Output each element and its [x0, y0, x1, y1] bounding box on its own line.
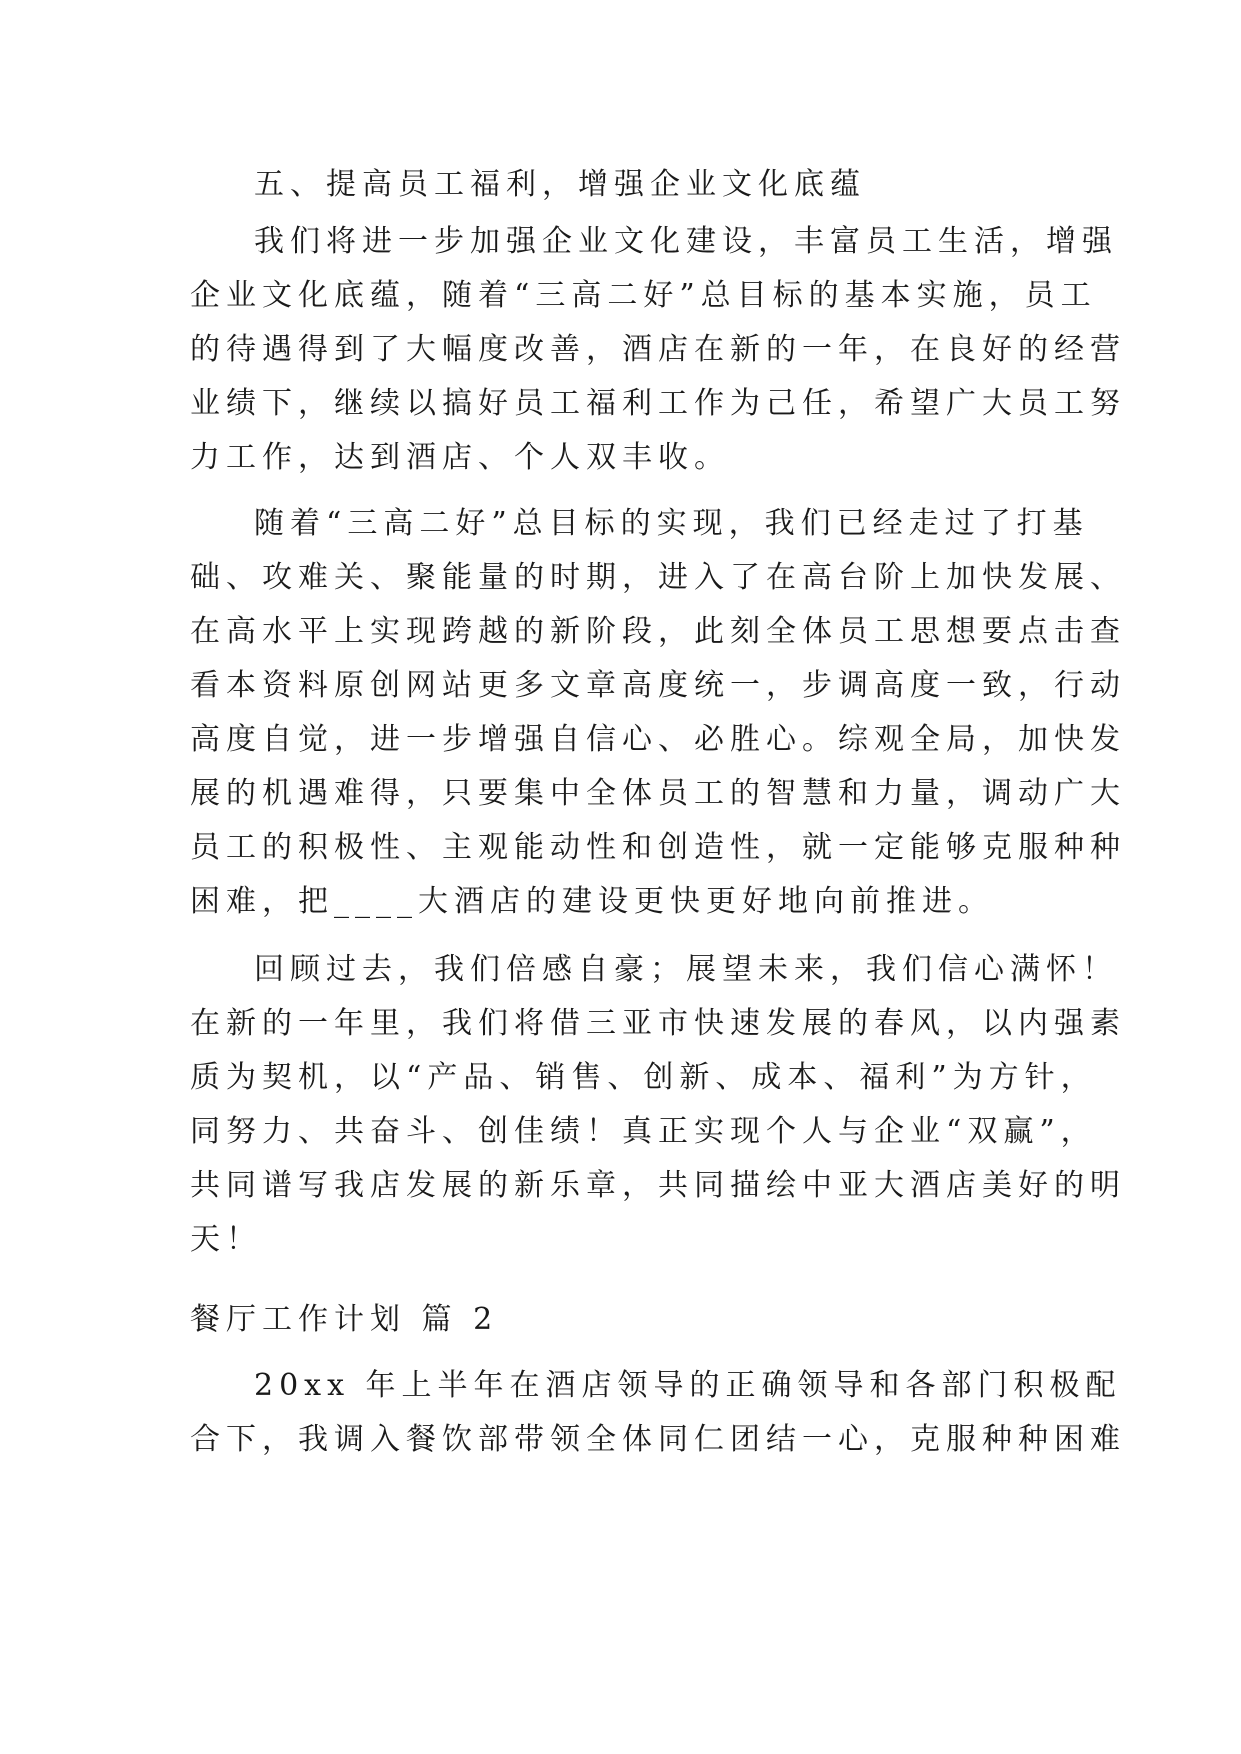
paragraph-line: 力工作，达到酒店、个人双丰收。	[190, 440, 730, 475]
paragraph-line: 的待遇得到了大幅度改善，酒店在新的一年，在良好的经营	[190, 332, 1126, 367]
paragraph-line: 同努力、共奋斗、创佳绩！真正实现个人与企业“双赢”，	[190, 1114, 1097, 1149]
paragraph-line: 质为契机，以“产品、销售、创新、成本、福利”为方针，	[190, 1060, 1097, 1095]
paragraph-line: 员工的积极性、主观能动性和创造性，就一定能够克服种种	[190, 830, 1126, 865]
paragraph-line: 础、攻难关、聚能量的时期，进入了在高台阶上加快发展、	[190, 560, 1126, 595]
paragraph-line: 20xx 年上半年在酒店领导的正确领导和各部门积极配	[254, 1368, 1122, 1403]
paragraph-line: 天！	[190, 1222, 262, 1257]
paragraph-line: 我们将进一步加强企业文化建设，丰富员工生活，增强	[254, 224, 1118, 259]
paragraph-line: 业绩下，继续以搞好员工福利工作为己任，希望广大员工努	[190, 386, 1126, 421]
paragraph-line: 共同谱写我店发展的新乐章，共同描绘中亚大酒店美好的明	[190, 1168, 1126, 1203]
section-title: 餐厅工作计划 篇 2	[190, 1302, 499, 1337]
paragraph-line: 合下，我调入餐饮部带领全体同仁团结一心，克服种种困难	[190, 1422, 1126, 1457]
paragraph-line: 回顾过去，我们倍感自豪；展望未来，我们信心满怀！	[254, 952, 1118, 987]
paragraph-line: 看本资料原创网站更多文章高度统一，步调高度一致，行动	[190, 668, 1126, 703]
paragraph-line: 在高水平上实现跨越的新阶段，此刻全体员工思想要点击查	[190, 614, 1126, 649]
paragraph-line: 企业文化底蕴，随着“三高二好”总目标的基本实施，员工	[190, 278, 1097, 313]
paragraph-line: 展的机遇难得，只要集中全体员工的智慧和力量，调动广大	[190, 776, 1126, 811]
paragraph-line: 高度自觉，进一步增强自信心、必胜心。综观全局，加快发	[190, 722, 1126, 757]
paragraph-line: 困难，把____大酒店的建设更快更好地向前推进。	[190, 884, 994, 919]
paragraph-line: 随着“三高二好”总目标的实现，我们已经走过了打基	[254, 506, 1089, 541]
paragraph-line: 在新的一年里，我们将借三亚市快速发展的春风，以内强素	[190, 1006, 1126, 1041]
section-heading: 五、提高员工福利，增强企业文化底蕴	[254, 167, 866, 202]
